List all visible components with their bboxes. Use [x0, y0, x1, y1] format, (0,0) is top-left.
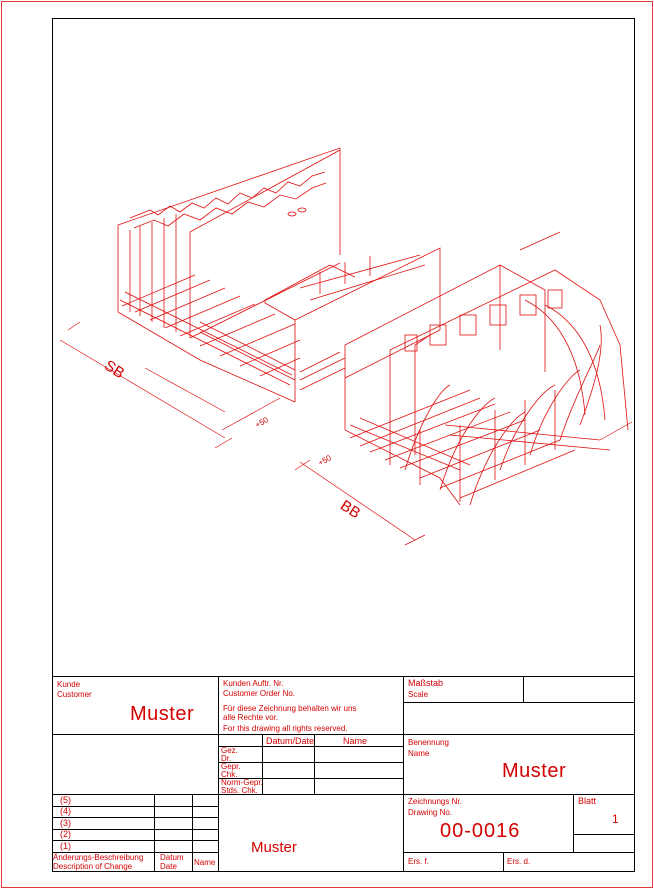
label-bb: BB — [337, 497, 364, 523]
scale-label-en: Scale — [408, 690, 429, 699]
revision-1: (1) — [60, 841, 72, 851]
drawing-no-value: 00-0016 — [440, 820, 521, 842]
designation-value: Muster — [502, 760, 567, 782]
change-label-de: Änderungs-Beschreibung — [53, 853, 144, 862]
row-dr: Dr. — [221, 754, 232, 763]
replaces-label: Ers. f. — [408, 857, 429, 866]
row-stds-chk: Stds. Chk. — [221, 786, 258, 795]
rights-text-de-2: alle Rechte vor. — [223, 713, 279, 722]
revision-5: (5) — [60, 795, 72, 805]
hull-section-drawing — [118, 148, 628, 505]
change-date-en: Date — [160, 862, 177, 871]
order-label-en: Customer Order No. — [223, 689, 296, 698]
change-date-de: Datum — [160, 853, 184, 862]
rights-text-en: For this drawing all rights reserved. — [223, 724, 348, 733]
revision-2: (2) — [60, 829, 72, 839]
customer-label-en: Customer — [57, 690, 92, 699]
date-header: Datum/Date — [266, 736, 315, 746]
change-label-en: Description of Change — [53, 862, 133, 871]
rights-text-de-1: Für diese Zeichnung behalten wir uns — [223, 704, 357, 713]
scale-label-de: Maßstab — [408, 678, 444, 688]
drawing-no-label-en: Drawing No. — [408, 808, 453, 817]
customer-value: Muster — [130, 703, 195, 725]
customer-label-de: Kunde — [57, 680, 81, 689]
name-header: Name — [343, 736, 368, 746]
center-value: Muster — [251, 839, 297, 856]
change-name: Name — [194, 858, 216, 867]
row-norm-gepr: Norm-Gepr. — [221, 778, 263, 787]
drawing-no-label-de: Zeichnungs Nr. — [408, 797, 462, 806]
revision-3: (3) — [60, 818, 72, 828]
row-chk: Chk. — [221, 770, 238, 779]
label-sb-note: +50 — [253, 415, 270, 430]
sheet-value: 1 — [612, 812, 619, 826]
label-sb: SB — [101, 357, 128, 383]
designation-label-de: Benennung — [408, 738, 449, 747]
revision-4: (4) — [60, 806, 72, 816]
replaced-by-label: Ers. d. — [507, 857, 531, 866]
row-gez: Gez. — [221, 746, 238, 755]
designation-label-en: Name — [408, 749, 430, 758]
row-gepr: Gepr. — [221, 762, 241, 771]
order-label-de: Kunden Auftr. Nr. — [223, 679, 284, 688]
sheet-label: Blatt — [578, 796, 597, 806]
label-bb-note: +50 — [316, 453, 333, 468]
